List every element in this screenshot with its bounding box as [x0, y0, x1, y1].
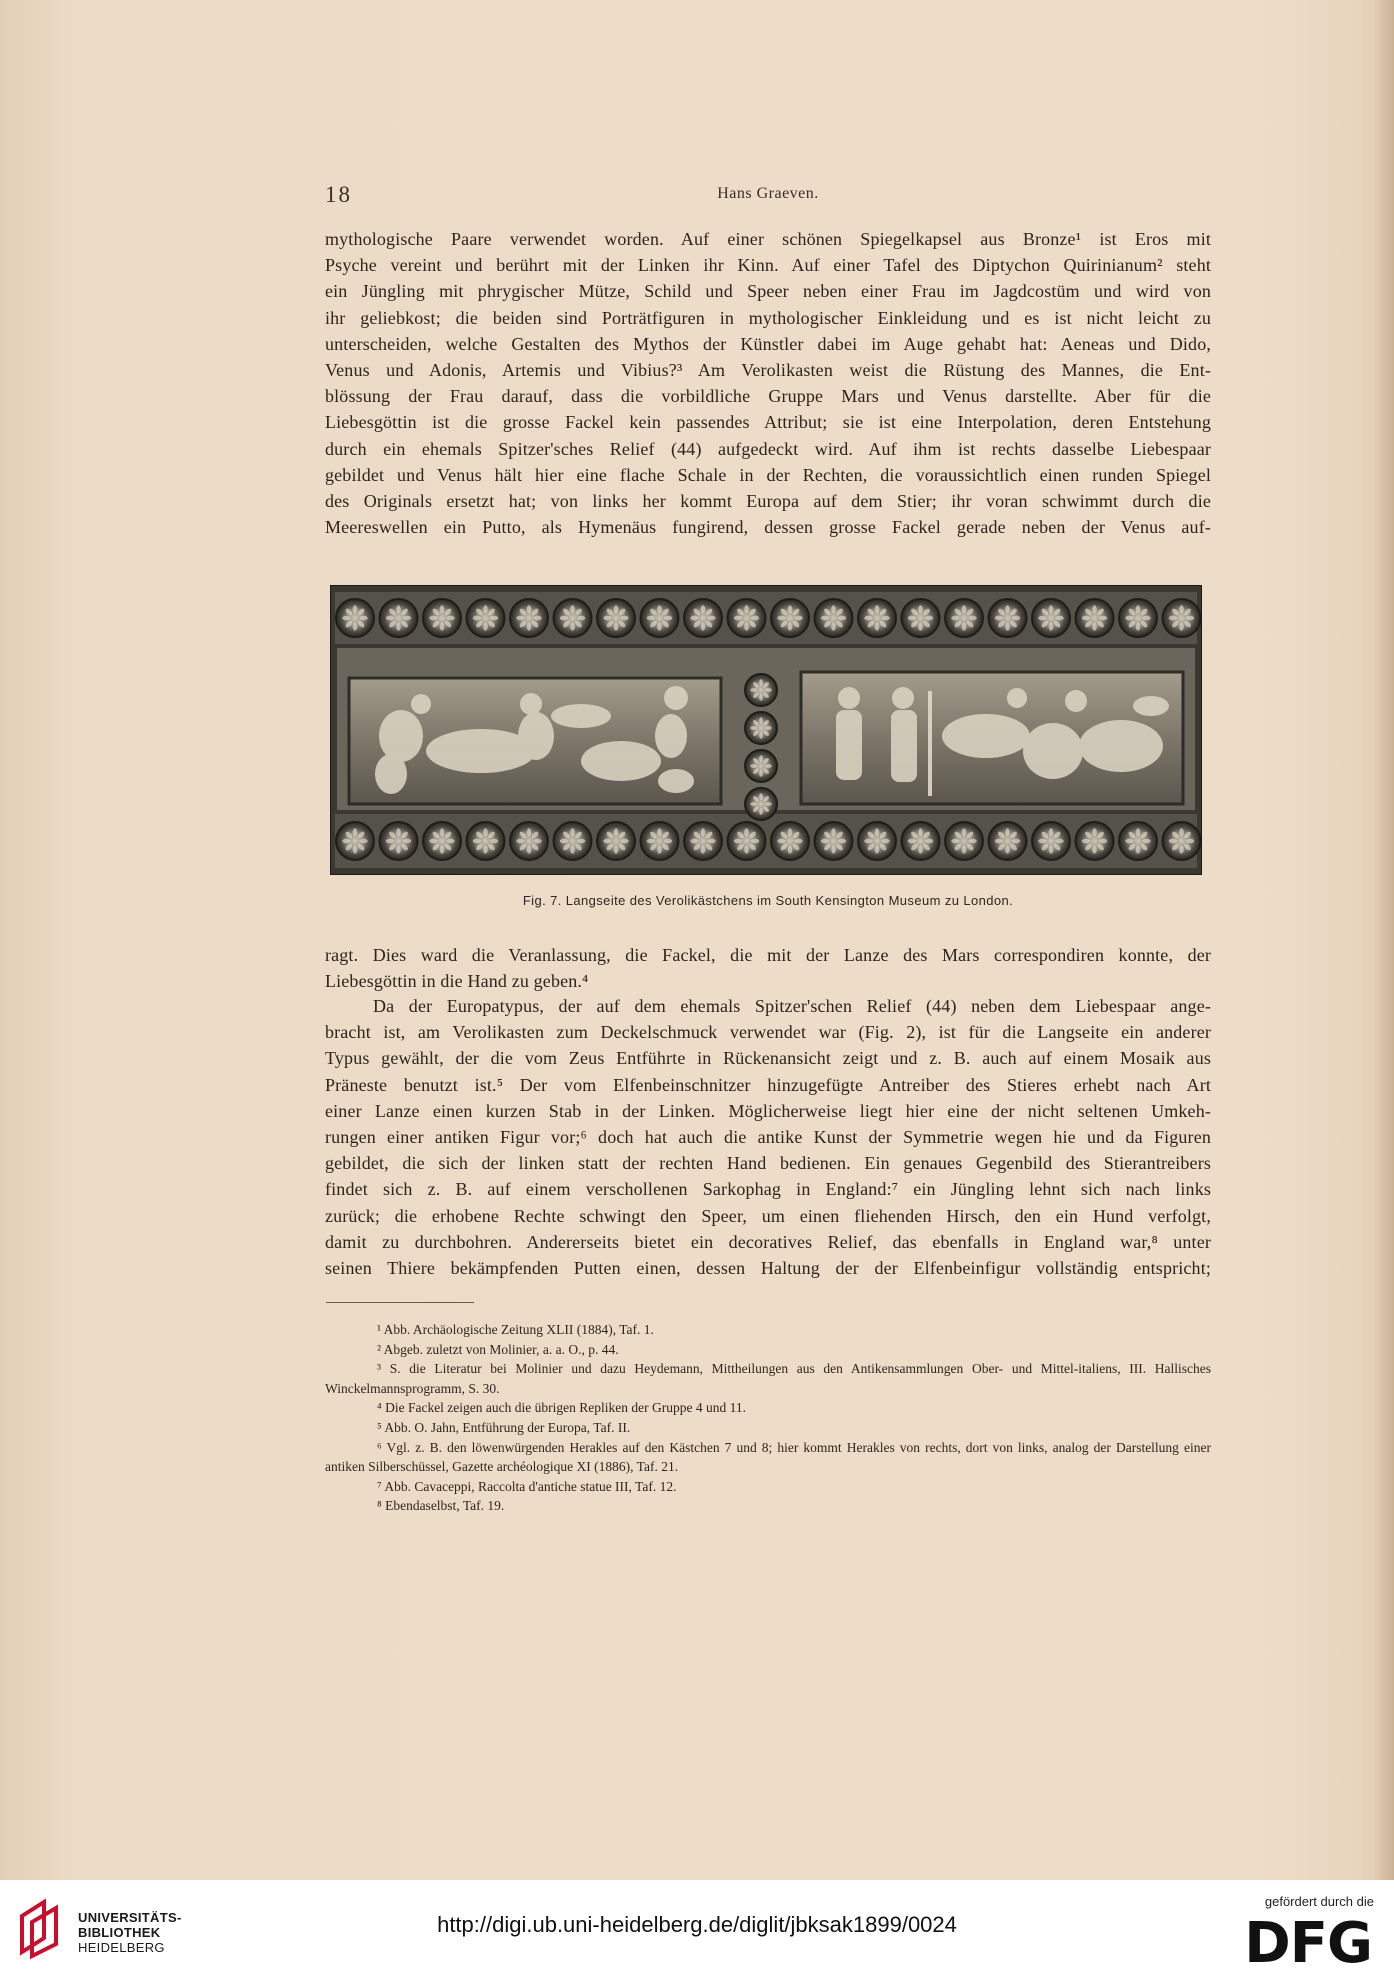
rosette-petal: [664, 616, 672, 621]
rosette-petal: [701, 622, 706, 630]
rosette-ornament: [945, 822, 983, 860]
rosette-petal: [560, 616, 568, 621]
rosette-ornament: [423, 599, 461, 637]
footnote: ¹ Abb. Archäologische Zeitung XLII (1884), Taf. 1.: [377, 1322, 654, 1337]
rosette-petal: [657, 828, 662, 836]
rosette-petal: [353, 828, 358, 836]
rosette-petal: [831, 622, 836, 630]
rosette-petal: [490, 839, 498, 844]
rosette-ornament: [554, 822, 592, 860]
rosette-petal: [765, 688, 772, 692]
rosette-petal: [701, 828, 706, 836]
rosette-petal: [614, 605, 619, 613]
rosette-petal: [342, 839, 350, 844]
page-header: [325, 182, 1211, 206]
rosette-petal: [1092, 605, 1097, 613]
rosette-petal: [744, 828, 749, 836]
rosette-ornament: [858, 822, 896, 860]
rosette-petal: [657, 622, 662, 630]
rosette-petal: [765, 764, 772, 768]
text-line: Da der Europatypus, der auf dem ehemals Spitzer'schen Relief (44) neben dem Liebespaar ange-: [373, 996, 1211, 1016]
figure-ivory-relief: [330, 585, 1202, 875]
footnote: ⁷ Abb. Cavaceppi, Raccolta d'antiche statue III, Taf. 12.: [377, 1478, 677, 1494]
text-line: gebildet und Venus hält hier eine flache Schale in der Rechten, die voraussichtlich einen runden Spiegel: [325, 464, 1211, 485]
rosette-ornament: [815, 599, 853, 637]
rosette-petal: [1142, 839, 1150, 844]
footnote-rule: [326, 1302, 474, 1303]
text-line: blössung der Frau darauf, dass die vorbildliche Gruppe Mars und Venus darstellte. Aber für die: [325, 386, 1211, 407]
rosette-ornament: [1076, 822, 1114, 860]
rosette-ornament: [641, 599, 679, 637]
rosette-petal: [690, 616, 698, 621]
text-line: Präneste benutzt ist.⁵ Der vom Elfenbeinschnitzer hinzugefügte Antreiber des Stieres erhebt nach Art: [325, 1074, 1211, 1095]
rosette-petal: [1099, 616, 1107, 621]
rosette-petal: [1005, 605, 1010, 613]
rosette-ornament: [771, 822, 809, 860]
rosette-petal: [875, 828, 880, 836]
rosette-petal: [951, 616, 959, 621]
rosette-petal: [440, 605, 445, 613]
text-line: mythologische Paare verwendet worden. Auf einer schönen Spiegelkapsel aus Bronze¹ ist Eros mit: [325, 229, 1211, 249]
rosette-petal: [750, 688, 757, 692]
rosette-petal: [1092, 828, 1097, 836]
footnote: ³ S. die Literatur bei Molinier und dazu Heydemann, Mittheilungen aus den Antikensammlungen Ober- und Mittel-italiens, III. Hallisches Winckelmannsprogramm, S. 30.: [325, 1361, 1211, 1396]
rosette-ornament: [1119, 599, 1157, 637]
rosette-petal: [440, 845, 445, 853]
rosette-petal: [603, 839, 611, 844]
rosette-petal: [483, 845, 488, 853]
rosette-petal: [570, 605, 575, 613]
rosette-petal: [925, 616, 933, 621]
rosette-petal: [918, 828, 923, 836]
rosette-petal: [908, 839, 916, 844]
rosette-ornament: [684, 599, 722, 637]
rosette-petal: [821, 616, 829, 621]
rosette-petal: [429, 839, 437, 844]
rosette-ornament: [467, 822, 505, 860]
rosette-petal: [403, 616, 411, 621]
rosette-petal: [750, 726, 757, 730]
rosette-ornament: [1163, 599, 1201, 637]
rosette-petal: [751, 616, 759, 621]
rosette-petal: [490, 616, 498, 621]
footnotes: [325, 1320, 1211, 1516]
rosette-petal: [527, 828, 532, 836]
rosette-ornament: [336, 599, 374, 637]
rosette-petal: [744, 845, 749, 853]
funding-label: gefördert durch die: [1264, 1894, 1374, 1909]
rosette-petal: [759, 717, 763, 724]
rosette-petal: [759, 793, 763, 800]
rosette-ornament: [510, 822, 548, 860]
rosette-petal: [744, 622, 749, 630]
rosette-petal: [483, 605, 488, 613]
page-number: 18: [325, 182, 352, 207]
rosette-petal: [1125, 839, 1133, 844]
rosette-ornament: [684, 822, 722, 860]
rosette-petal: [483, 828, 488, 836]
text-line: Typus gewählt, der die vom Zeus Entführte in Rückenansicht zeigt und z. B. auch auf einem Mosaik aus: [325, 1048, 1211, 1069]
rosette-petal: [446, 839, 454, 844]
rosette-petal: [765, 802, 772, 806]
rosette-petal: [527, 622, 532, 630]
text-line: ragt. Dies ward die Veranlassung, die Fackel, die mit der Lanze des Mars correspondiren konnte, der: [325, 945, 1211, 965]
rosette-petal: [951, 839, 959, 844]
rosette-petal: [603, 616, 611, 621]
rosette-petal: [995, 839, 1003, 844]
rosette-petal: [527, 845, 532, 853]
rosette-petal: [1179, 622, 1184, 630]
rosette-petal: [1012, 616, 1020, 621]
permalink-url[interactable]: http://digi.ub.uni-heidelberg.de/diglit/jbksak1899/0024: [437, 1912, 957, 1937]
text-line: gebildet, die sich der linken statt der rechten Hand bedienen. Ein genaues Gegenbild des Stierantreibers: [325, 1153, 1211, 1174]
rosette-petal: [750, 764, 757, 768]
rosette-petal: [759, 694, 763, 701]
footnote: ⁴ Die Fackel zeigen auch die übrigen Repliken der Gruppe 4 und 11.: [377, 1400, 746, 1416]
rosette-petal: [473, 839, 481, 844]
rosette-petal: [527, 605, 532, 613]
text-line: ihr geliebkost; die beiden sind Porträtfiguren in mythologischer Einkleidung und es ist nicht leicht zu: [325, 307, 1211, 328]
rosette-petal: [1125, 616, 1133, 621]
rosette-petal: [516, 839, 524, 844]
text-line: Psyche vereint und berührt mit der Linken ihr Kinn. Auf einer Tafel des Diptychon Quirinianum² steht: [325, 255, 1211, 276]
rosette-petal: [794, 839, 802, 844]
rosette-petal: [1099, 839, 1107, 844]
viewer-footer: [0, 1880, 1394, 1980]
rosette-petal: [1055, 616, 1063, 621]
rosette-petal: [1169, 616, 1177, 621]
rosette-petal: [1049, 845, 1054, 853]
rosette-ornament: [858, 599, 896, 637]
rosette-petal: [647, 839, 655, 844]
rosette-petal: [831, 845, 836, 853]
rosette-petal: [353, 845, 358, 853]
relief-image: [331, 586, 1201, 874]
rosette-ornament: [902, 599, 940, 637]
rosette-petal: [1142, 616, 1150, 621]
rosette-petal: [788, 828, 793, 836]
rosette-ornament: [1032, 822, 1070, 860]
rosette-petal: [429, 616, 437, 621]
rosette-petal: [1038, 839, 1046, 844]
rosette-ornament: [902, 822, 940, 860]
rosette-petal: [620, 839, 628, 844]
rosette-petal: [1092, 622, 1097, 630]
rosette-ornament: [745, 712, 777, 744]
rosette-ornament: [989, 599, 1027, 637]
rosette-petal: [1038, 616, 1046, 621]
text-line: Liebesgöttin ist die grosse Fackel kein passendes Attribut; sie ist eine Interpolation, deren Entstehung: [325, 412, 1211, 433]
rosette-petal: [1005, 828, 1010, 836]
rosette-petal: [1179, 828, 1184, 836]
rosette-petal: [570, 828, 575, 836]
rosette-petal: [701, 845, 706, 853]
rosette-ornament: [1032, 599, 1070, 637]
rosette-petal: [560, 839, 568, 844]
footnote: ⁵ Abb. O. Jahn, Entführung der Europa, Taf. II.: [377, 1419, 631, 1435]
rosette-petal: [875, 845, 880, 853]
rosette-petal: [1082, 616, 1090, 621]
university-library-name: UNIVERSITÄTS- BIBLIOTHEK HEIDELBERG: [78, 1910, 182, 1955]
rosette-petal: [1092, 845, 1097, 853]
rosette-ornament: [815, 822, 853, 860]
rosette-petal: [614, 845, 619, 853]
rosette-petal: [516, 616, 524, 621]
rosette-petal: [788, 845, 793, 853]
rosette-petal: [353, 605, 358, 613]
page-edge-shadow: [1374, 0, 1394, 1880]
rosette-petal: [1186, 616, 1194, 621]
rosette-petal: [396, 828, 401, 836]
rosette-ornament: [380, 599, 418, 637]
paragraph-3: [325, 993, 1211, 1281]
rosette-petal: [831, 605, 836, 613]
rosette-petal: [881, 839, 889, 844]
rosette-petal: [533, 616, 541, 621]
running-head: Hans Graeven.: [717, 185, 819, 202]
rosette-ornament: [336, 822, 374, 860]
rosette-petal: [396, 622, 401, 630]
rosette-petal: [1049, 828, 1054, 836]
rosette-petal: [777, 616, 785, 621]
rosette-petal: [918, 622, 923, 630]
rosette-petal: [701, 605, 706, 613]
rosette-petal: [831, 828, 836, 836]
footnote: ² Abgeb. zuletzt von Molinier, a. a. O., p. 44.: [377, 1341, 619, 1357]
rosette-ornament: [745, 788, 777, 820]
dfg-logo: DFG: [1244, 1911, 1372, 1976]
rosette-petal: [620, 616, 628, 621]
rosette-petal: [396, 845, 401, 853]
rosette-petal: [657, 605, 662, 613]
rosette-petal: [359, 616, 367, 621]
rosette-ornament: [641, 822, 679, 860]
rosette-petal: [962, 605, 967, 613]
rosette-petal: [864, 839, 872, 844]
rosette-petal: [1012, 839, 1020, 844]
rosette-petal: [577, 616, 585, 621]
rosette-petal: [386, 616, 394, 621]
rosette-petal: [759, 808, 763, 815]
rosette-petal: [794, 616, 802, 621]
rosette-petal: [396, 605, 401, 613]
text-line: Meereswellen ein Putto, als Hymenäus fungirend, dessen grosse Fackel gerade neben der Venus auf-: [325, 517, 1211, 538]
rosette-ornament: [745, 674, 777, 706]
rosette-petal: [1005, 622, 1010, 630]
rosette-petal: [386, 839, 394, 844]
rosette-ornament: [1163, 822, 1201, 860]
text-line: unterscheiden, welche Gestalten des Mythos der Künstler dabei im Auge gehabt hat: Aeneas und Dido,: [325, 333, 1211, 354]
rosette-petal: [759, 755, 763, 762]
rosette-petal: [664, 839, 672, 844]
rosette-petal: [777, 839, 785, 844]
rosette-petal: [875, 622, 880, 630]
rosette-petal: [657, 845, 662, 853]
rosette-petal: [908, 616, 916, 621]
rosette-ornament: [945, 599, 983, 637]
text-line: zurück; die erhobene Rechte schwingt den Speer, um einen fliehenden Hirsch, den ein Hund verfolgt,: [325, 1205, 1211, 1226]
rosette-petal: [962, 622, 967, 630]
rosette-petal: [759, 770, 763, 777]
rosette-petal: [759, 679, 763, 686]
rosette-petal: [744, 605, 749, 613]
rosette-petal: [995, 616, 1003, 621]
rosette-petal: [875, 605, 880, 613]
rosette-ornament: [554, 599, 592, 637]
rosette-petal: [1049, 605, 1054, 613]
rosette-petal: [577, 839, 585, 844]
rosette-ornament: [745, 750, 777, 782]
rosette-petal: [734, 616, 742, 621]
text-line: des Originals ersetzt hat; von links her kommt Europa auf dem Stier; ihr voran schwimmt durch die: [325, 491, 1211, 512]
rosette-ornament: [1076, 599, 1114, 637]
rosette-ornament: [989, 822, 1027, 860]
rosette-ornament: [467, 599, 505, 637]
text-line: bracht ist, am Verolikasten zum Deckelschmuck verwendet war (Fig. 2), ist für die Langseite ein anderer: [325, 1022, 1211, 1043]
rosette-petal: [765, 726, 772, 730]
rosette-petal: [734, 839, 742, 844]
rosette-petal: [533, 839, 541, 844]
footnote: ⁶ Vgl. z. B. den löwenwürgenden Herakles auf den Kästchen 7 und 8; hier kommt Herakles von rechts, dort von links, analog der Darstellung einer antiken Silberschüssel, Gazette archéologique XI (1886), Taf. 21.: [325, 1439, 1211, 1475]
text-line: seinen Thiere bekämpfenden Putten einen, dessen Haltung der der Elfenbeinfigur vollständig entspricht;: [325, 1258, 1211, 1279]
rosette-petal: [690, 839, 698, 844]
rosette-petal: [750, 802, 757, 806]
rosette-petal: [838, 616, 846, 621]
rosette-petal: [1082, 839, 1090, 844]
rosette-petal: [788, 605, 793, 613]
text-line: damit zu durchbohren. Andererseits bietet ein decoratives Relief, das ebenfalls in England war,⁸ unter: [325, 1231, 1211, 1252]
text-line: Venus und Adonis, Artemis und Vibius?³ Am Verolikasten weist die Rüstung des Mannes, die Ent-: [325, 360, 1211, 381]
rosette-ornament: [728, 599, 766, 637]
rosette-petal: [864, 616, 872, 621]
rosette-petal: [925, 839, 933, 844]
rosette-petal: [473, 616, 481, 621]
rosette-ornament: [771, 599, 809, 637]
rosette-petal: [788, 622, 793, 630]
text-line: durch ein ehemals Spitzer'sches Relief (44) aufgedeckt wird. Auf ihm ist rechts dasselbe Liebespaar: [325, 438, 1211, 459]
rosette-ornament: [380, 822, 418, 860]
text-line: rungen einer antiken Figur vor;⁶ doch hat auch die antike Kunst der Symmetrie wegen hie und da Figuren: [325, 1127, 1211, 1148]
rosette-petal: [707, 616, 715, 621]
rosette-ornament: [1119, 822, 1157, 860]
rosette-ornament: [597, 822, 635, 860]
text-line: ein Jüngling mit phrygischer Mütze, Schild und Speer neben einer Frau im Jagdcostüm und wird von: [325, 281, 1211, 302]
rosette-petal: [1179, 605, 1184, 613]
rosette-petal: [647, 616, 655, 621]
rosette-petal: [483, 622, 488, 630]
rosette-petal: [962, 828, 967, 836]
text-line: findet sich z. B. auf einem verschollenen Sarkophag in England:⁷ ein Jüngling lehnt sich nach links: [325, 1179, 1211, 1200]
rosette-petal: [1055, 839, 1063, 844]
rosette-petal: [759, 732, 763, 739]
rosette-petal: [353, 622, 358, 630]
rosette-petal: [968, 616, 976, 621]
rosette-petal: [1186, 839, 1194, 844]
text-line: Liebesgöttin in die Hand zu geben.⁴: [325, 971, 589, 992]
rosette-petal: [1136, 622, 1141, 630]
rosette-petal: [1179, 845, 1184, 853]
rosette-petal: [440, 828, 445, 836]
rosette-petal: [1169, 839, 1177, 844]
rosette-petal: [1136, 845, 1141, 853]
rosette-petal: [440, 622, 445, 630]
rosette-ornament: [510, 599, 548, 637]
rosette-petal: [1136, 828, 1141, 836]
rosette-petal: [1005, 845, 1010, 853]
paragraph-2: [325, 942, 1211, 994]
text-line: einer Lanze einen kurzen Stab in der Linken. Möglicherweise liegt hier eine der nicht seltenen Umkeh-: [325, 1100, 1211, 1121]
figure-caption: Fig. 7. Langseite des Verolikästchens im South Kensington Museum zu London.: [522, 893, 1014, 908]
rosette-petal: [707, 839, 715, 844]
rosette-petal: [359, 839, 367, 844]
rosette-petal: [838, 839, 846, 844]
rosette-petal: [446, 616, 454, 621]
paragraph-1: [325, 226, 1211, 540]
rosette-petal: [570, 622, 575, 630]
rosette-petal: [751, 839, 759, 844]
rosette-ornament: [423, 822, 461, 860]
rosette-petal: [570, 845, 575, 853]
rosette-petal: [881, 616, 889, 621]
rosette-ornament: [728, 822, 766, 860]
rosette-petal: [1049, 622, 1054, 630]
rosette-petal: [962, 845, 967, 853]
rosette-petal: [968, 839, 976, 844]
rosette-petal: [614, 828, 619, 836]
rosette-petal: [614, 622, 619, 630]
rosette-petal: [918, 605, 923, 613]
rosette-ornament: [597, 599, 635, 637]
footnote: ⁸ Ebendaselbst, Taf. 19.: [377, 1498, 505, 1514]
rosette-petal: [1136, 605, 1141, 613]
rosette-petal: [342, 616, 350, 621]
rosette-petal: [821, 839, 829, 844]
rosette-petal: [403, 839, 411, 844]
rosette-petal: [918, 845, 923, 853]
